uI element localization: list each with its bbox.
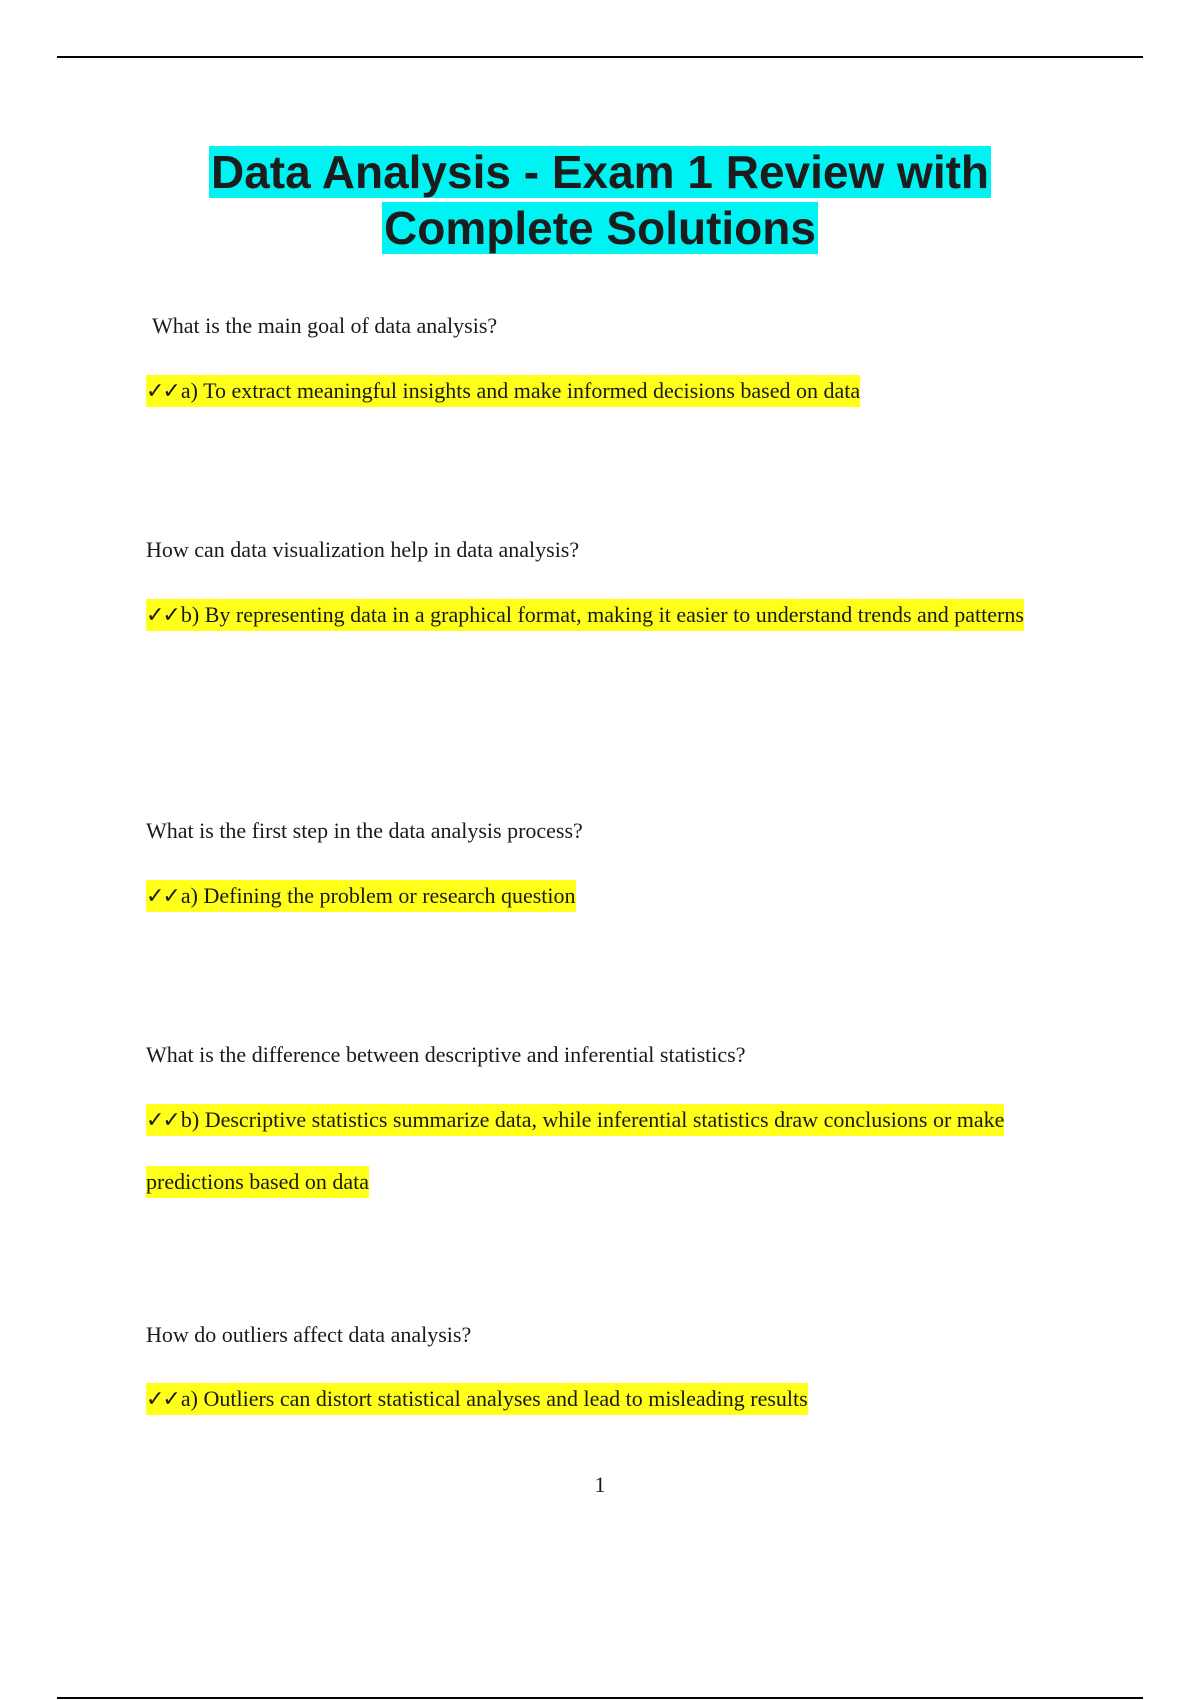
footer-rule (57, 1697, 1143, 1699)
answer-1 (146, 360, 1046, 422)
question-4: What is the difference between descriptive and inferential statistics? (146, 1042, 746, 1067)
answer-3-highlight (146, 880, 576, 912)
qa-item-3 (146, 817, 1046, 909)
question-2: How can data visualization help in data analysis? (146, 537, 580, 562)
answer-3 (146, 865, 1046, 927)
qa-item-2 (146, 536, 1046, 628)
answer-5 (146, 1368, 1046, 1430)
header-rule (57, 56, 1143, 58)
double-check-icon: ✓✓ (146, 1387, 179, 1412)
answer-1-highlight (146, 375, 860, 407)
answer-1-text: a) To extract meaningful insights and make informed decisions based on data (180, 378, 861, 403)
title-line-2: Complete Solutions (384, 202, 816, 254)
answer-4 (146, 1089, 1046, 1212)
answer-2-text: b) By representing data in a graphical format, making it easier to understand trends and patterns (180, 602, 1024, 627)
qa-item-5 (146, 1321, 1046, 1412)
answer-4-highlight (146, 1104, 1004, 1198)
page-number: 1 (594, 1472, 606, 1497)
document-title (0, 144, 1200, 256)
question-5: How do outliers affect data analysis? (146, 1322, 472, 1347)
double-check-icon: ✓✓ (146, 379, 179, 404)
question-1: What is the main goal of data analysis? (152, 313, 498, 338)
answer-2-highlight (146, 599, 1024, 631)
answer-4-text: b) Descriptive statistics summarize data, while inferential statistics draw conclusions or make predictions based on data (146, 1107, 1005, 1194)
qa-item-4 (146, 1041, 1046, 1194)
answer-5-highlight (146, 1383, 808, 1415)
double-check-icon: ✓✓ (146, 884, 179, 909)
answer-5-text: a) Outliers can distort statistical analyses and lead to misleading results (180, 1386, 808, 1411)
answer-2 (146, 584, 1046, 646)
answer-3-text: a) Defining the problem or research question (180, 883, 576, 908)
title-line-1: Data Analysis - Exam 1 Review with (210, 146, 990, 198)
question-3: What is the first step in the data analysis process? (146, 818, 583, 843)
qa-item-1 (146, 312, 1046, 404)
double-check-icon: ✓✓ (146, 1108, 179, 1133)
double-check-icon: ✓✓ (146, 603, 179, 628)
